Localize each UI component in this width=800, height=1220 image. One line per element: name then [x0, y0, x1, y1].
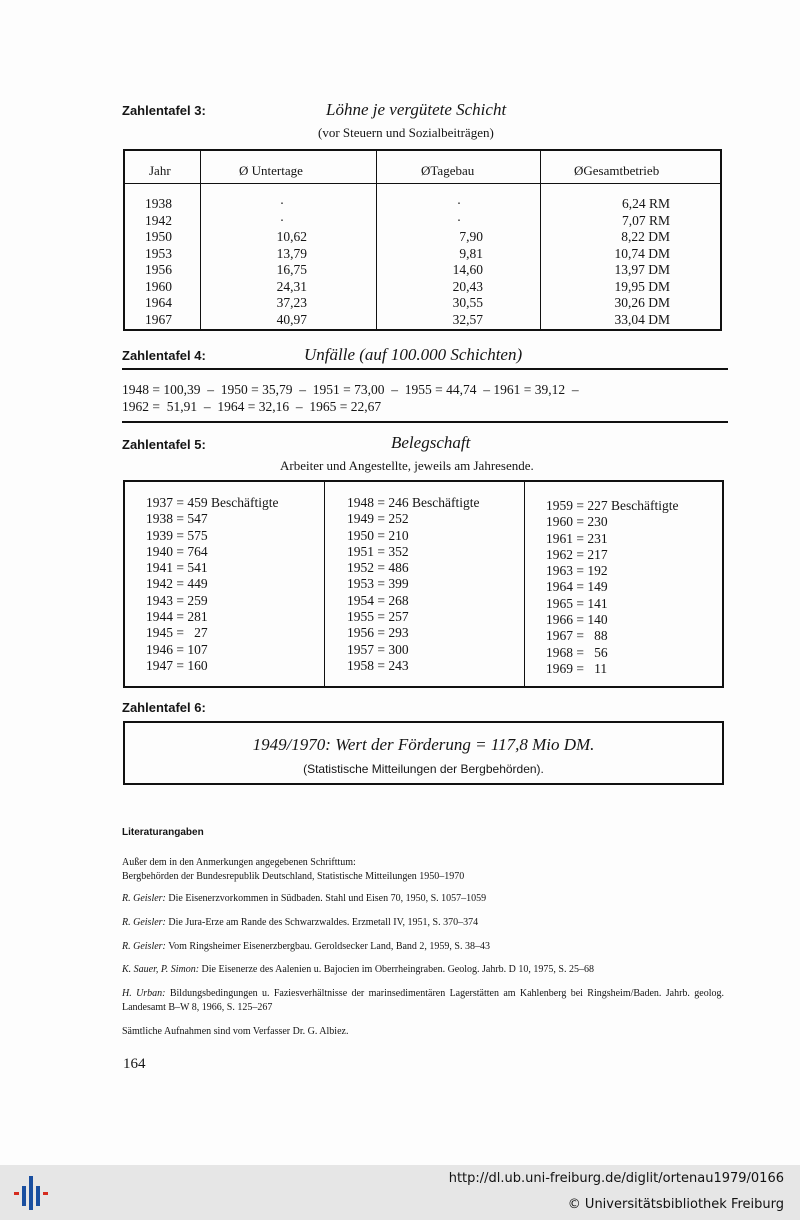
table-cell: 24,31	[276, 278, 307, 294]
list-item: 1940 = 764	[146, 543, 208, 559]
list-item: 1968 = 56	[546, 644, 608, 660]
list-item: 1938 = 547	[146, 511, 208, 527]
ref-author: K. Sauer, P. Simon:	[122, 964, 200, 975]
table-divider	[524, 482, 525, 686]
ref-author: R. Geisler:	[122, 893, 166, 904]
production-value: 1949/1970: Wert der Förderung = 117,8 Mio DM.	[252, 735, 595, 754]
table-cell: 6,24 RM	[618, 196, 670, 211]
wage-table	[123, 149, 722, 331]
list-item: 1939 = 575	[146, 527, 208, 543]
table-cell: 10,74 DM	[614, 245, 670, 261]
table-cell: ·	[456, 212, 462, 228]
column-header-gesamtbetrieb: ØGesamtbetrieb	[574, 163, 660, 178]
literature-intro-2: Bergbehörden der Bundesrepublik Deutschland, Statistische Mitteilungen 1950–1970	[122, 871, 465, 882]
table-cell: 14,60	[452, 262, 483, 277]
column-header-untertage: Ø Untertage	[239, 163, 303, 178]
staff-table	[123, 480, 724, 688]
table-cell: 1953	[145, 245, 172, 261]
list-item: 1957 = 300	[347, 641, 409, 657]
ref-text: Vom Ringsheimer Eisenerzbergbau. Geroldsecker Land, Band 2, 1959, S. 38–43	[165, 941, 490, 952]
table-cell: 30,26 DM	[614, 295, 670, 310]
table-cell: 1942	[145, 212, 172, 228]
list-item: 1953 = 399	[347, 576, 409, 592]
table-cell: 1950	[145, 229, 172, 244]
ref-text: Die Eisenerze des Aalenien u. Bajocien im Oberrheingraben. Geolog. Jahrb. D 10, 1975, S. 25–68	[199, 964, 594, 975]
list-item: 1955 = 257	[347, 609, 409, 625]
table-cell: 40,97	[276, 311, 307, 327]
list-item: 1948 = 246 Beschäftigte	[347, 495, 480, 510]
accident-line-1: 1948 = 100,39 – 1950 = 35,79 – 1951 = 73,00 – 1955 = 44,74 – 1961 = 39,12 –	[122, 382, 579, 397]
list-item: 1946 = 107	[146, 641, 208, 657]
ref-author: R. Geisler:	[122, 941, 166, 952]
table-cell: 30,55	[452, 295, 483, 310]
gesamt-column	[595, 196, 670, 328]
list-item: 1943 = 259	[146, 592, 208, 608]
table-cell: 8,22 DM	[617, 229, 670, 244]
table-divider	[200, 151, 201, 329]
years-column	[145, 196, 172, 328]
table-cell: 7,90	[459, 229, 483, 244]
table-cell: 1960	[145, 278, 172, 294]
table-cell: ·	[456, 196, 462, 211]
photo-credit: Sämtliche Aufnahmen sind vom Verfasser Dr. G. Albiez.	[122, 1026, 349, 1037]
tafel3-title: Löhne je vergütete Schicht	[326, 100, 507, 119]
production-value-box	[123, 721, 724, 785]
literature-ref	[122, 963, 724, 977]
list-item: 1942 = 449	[146, 576, 208, 592]
list-item: 1954 = 268	[347, 592, 409, 608]
list-item: 1945 = 27	[146, 625, 208, 641]
table-cell: 10,62	[276, 229, 307, 244]
table-cell: 13,97 DM	[614, 262, 670, 277]
tafel4-label: Zahlentafel 4:	[122, 348, 206, 363]
table-cell: 1967	[145, 311, 172, 327]
staff-column-2	[347, 495, 479, 674]
list-item: 1965 = 141	[546, 595, 608, 611]
ref-author: R. Geisler:	[122, 917, 166, 928]
ref-text: Die Jura-Erze am Rande des Schwarzwaldes. Erzmetall IV, 1951, S. 370–374	[165, 917, 479, 928]
list-item: 1952 = 486	[347, 560, 409, 576]
copyright-text: © Universitätsbibliothek Freiburg	[567, 1197, 784, 1212]
literature-heading: Literaturangaben	[122, 827, 204, 838]
tafel3-subtitle: (vor Steuern und Sozialbeiträgen)	[318, 125, 494, 140]
list-item: 1969 = 11	[546, 660, 608, 676]
staff-column-3	[546, 498, 678, 677]
divider-line	[122, 421, 728, 423]
table-header-divider	[125, 183, 720, 184]
list-item: 1947 = 160	[146, 657, 208, 673]
production-source: (Statistische Mitteilungen der Bergbehörden).	[303, 762, 544, 776]
table-divider	[324, 482, 325, 686]
table-cell: 16,75	[276, 262, 307, 277]
table-cell: 9,81	[456, 245, 483, 261]
source-url-link[interactable]: http://dl.ub.uni-freiburg.de/diglit/ortenau1979/0166	[448, 1171, 784, 1186]
tafel6-label: Zahlentafel 6:	[122, 700, 206, 715]
ref-text: Bildungsbedingungen u. Faziesverhältnisse der marinsedimentären Lagerstätten am Kahlenberg bei Ringsheim/Baden. Jahrb. geolog. Landesamt B–W 8, 1966, S. 125–267	[122, 988, 724, 1013]
literature-ref	[122, 892, 724, 906]
list-item: 1951 = 352	[347, 543, 409, 559]
tafel5-title: Belegschaft	[391, 433, 471, 452]
page-number: 164	[123, 1056, 146, 1072]
column-header-tagebau: ØTagebau	[421, 163, 475, 178]
table-cell: 19,95 DM	[614, 278, 670, 294]
list-item: 1958 = 243	[347, 657, 409, 673]
table-divider	[376, 151, 377, 329]
tafel5-label: Zahlentafel 5:	[122, 437, 206, 452]
table-cell: 20,43	[452, 278, 483, 294]
table-cell: 13,79	[276, 245, 307, 261]
list-item: 1950 = 210	[347, 527, 409, 543]
table-cell: 33,04 DM	[614, 311, 670, 327]
list-item: 1962 = 217	[546, 546, 608, 562]
literature-ref	[122, 940, 724, 954]
list-item: 1937 = 459 Beschäftigte	[146, 495, 279, 510]
ub-freiburg-logo-icon	[12, 1172, 52, 1212]
list-item: 1961 = 231	[546, 530, 608, 546]
ref-author: H. Urban:	[122, 988, 166, 999]
list-item: 1949 = 252	[347, 511, 409, 527]
list-item: 1959 = 227 Beschäftigte	[546, 498, 679, 513]
table-cell: ·	[279, 196, 285, 211]
tafel5-subtitle: Arbeiter und Angestellte, jeweils am Jahresende.	[280, 458, 534, 473]
table-cell: 32,57	[452, 311, 483, 327]
list-item: 1956 = 293	[347, 625, 409, 641]
divider-line	[122, 368, 728, 370]
list-item: 1944 = 281	[146, 609, 208, 625]
accident-line-2: 1962 = 51,91 – 1964 = 32,16 – 1965 = 22,67	[122, 399, 382, 414]
list-item: 1967 = 88	[546, 628, 608, 644]
table-cell: 7,07 RM	[618, 212, 670, 228]
table-cell: 37,23	[276, 295, 307, 310]
table-cell: 1956	[145, 262, 172, 277]
tafel4-title: Unfälle (auf 100.000 Schichten)	[304, 345, 523, 364]
list-item: 1963 = 192	[546, 563, 608, 579]
literature-intro-1: Außer dem in den Anmerkungen angegebenen Schrifttum:	[122, 857, 356, 868]
table-cell: ·	[279, 212, 285, 228]
untertage-column	[257, 196, 307, 328]
table-divider	[540, 151, 541, 329]
literature-ref	[122, 916, 724, 930]
list-item: 1966 = 140	[546, 612, 608, 628]
staff-column-1	[146, 495, 278, 674]
ref-text: Die Eisenerzvorkommen in Südbaden. Stahl und Eisen 70, 1950, S. 1057–1059	[165, 893, 487, 904]
column-header-jahr: Jahr	[149, 163, 171, 178]
tagebau-column	[435, 196, 483, 328]
tafel3-label: Zahlentafel 3:	[122, 103, 206, 118]
list-item: 1964 = 149	[546, 579, 608, 595]
list-item: 1941 = 541	[146, 560, 208, 576]
list-item: 1960 = 230	[546, 514, 608, 530]
literature-ref	[122, 987, 724, 1015]
table-cell: 1938	[145, 196, 172, 211]
table-cell: 1964	[145, 295, 172, 310]
